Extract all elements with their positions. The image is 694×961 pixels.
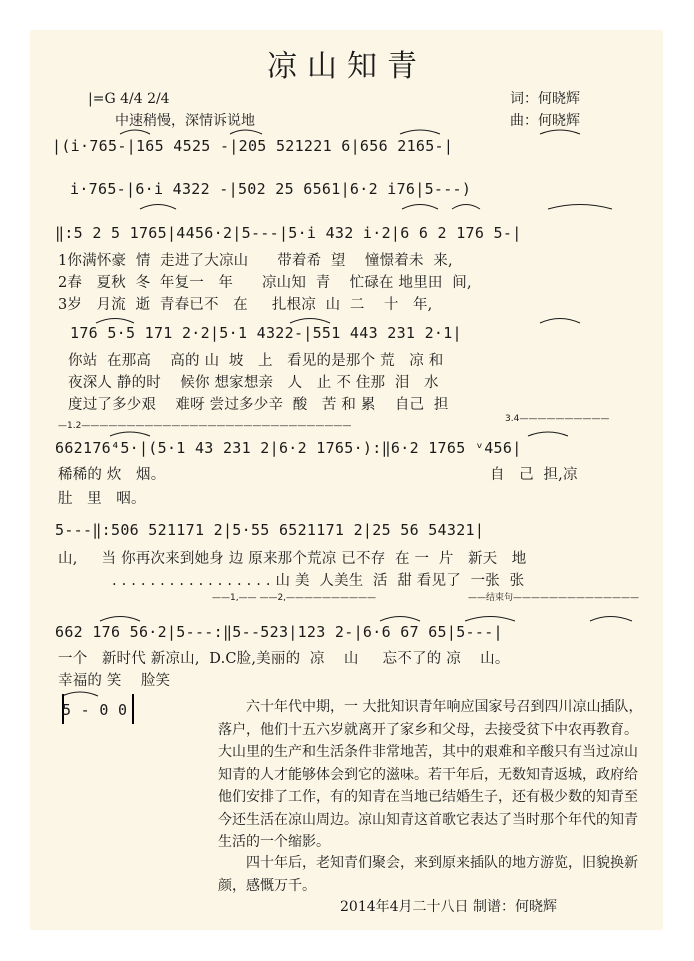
- notation-row-5: 662176⁴5·|(5·1 43 231 2|6·2 1765·):‖6·2 1765 ᵛ456|: [55, 439, 522, 457]
- slur: [548, 205, 612, 210]
- volta-1-2: —1.2——————————————————————————————: [58, 421, 352, 431]
- lyric-verse-1c-right: 自 己 担,凉: [490, 467, 578, 483]
- slur: [540, 319, 580, 324]
- slur: [590, 617, 632, 622]
- slur: [452, 205, 480, 210]
- lyric-verse-2e: 幸福的 笑 脸笑: [58, 673, 171, 689]
- lyric-verse-3a: 3岁 月流 逝 青春已不 在 扎根凉 山 二 十 年,: [58, 297, 433, 313]
- slur: [96, 319, 134, 324]
- lyric-verse-2d: . . . . . . . . . . . . . . . . . 山 美 人美生 活 甜 看见了 一张 张: [112, 573, 525, 589]
- notation-row-6: 5---‖:506 521171 2|5·55 6521171 2|25 56 54321|: [55, 521, 485, 539]
- lyric-verse-1d: 山, 当 你再次来到她身 边 原来那个荒凉 已不存 在 一 片 新天 地: [58, 551, 527, 567]
- background-notes-paragraph-2: 四十年后，老知青们聚会，来到原来插队的地方游览，旧貌换新颜，感慨万千。: [218, 855, 638, 894]
- volta-3-4: 3.4——————————: [505, 414, 610, 424]
- slur: [120, 130, 150, 134]
- background-notes-paragraph-1: 六十年代中期，一 大批知识青年响应国家号召到四川凉山插队，落户，他们十五六岁就离开了家乡和父母，去接受贫下中农再教育。大山里的生产和生活条件非常地苦，其中的艰难和辛酸只有当过凉山知青的人才能够体会到它的滋味。若干年后，无数知青返城，政府给他们安排了工作，有的知青在当地已结婚生子，还有极少数的知青至今还生活在凉山周边。凉山知青这首歌它表达了当时那个年代的知青生活的一个缩影。: [218, 699, 643, 850]
- slur: [380, 617, 420, 622]
- lyric-verse-3b: 度过了多少艰 难呀 尝过多少辛 酸 苦 和 累 自己 担: [68, 397, 449, 413]
- lyric-verse-1a: 1你满怀豪 情 走进了大凉山 带着希 望 憧憬着未 来,: [58, 253, 453, 269]
- signature-date: 2014年4月二十八日 制谱：何晓辉: [340, 899, 557, 915]
- notation-row-8: 5 - 0 0: [62, 701, 128, 719]
- song-title: 凉山知青: [267, 49, 427, 84]
- lyric-verse-1c: 稀稀的 炊 烟。: [58, 467, 166, 483]
- key-meter: |=G 4/4 2/4: [88, 91, 170, 107]
- slur: [540, 130, 580, 134]
- lyric-verse-1b: 你站 在那高 高的 山 坡 上 看见的是那个 荒 凉 和: [68, 353, 444, 369]
- lyric-verse-1e: 一个 新时代 新凉山, D.C脸,美丽的 凉 山 忘不了的 凉 山。: [58, 651, 510, 667]
- lyricist: 词：何晓辉: [510, 91, 580, 107]
- slur: [230, 130, 262, 134]
- notation-row-4: 176 5·5 171 2·2|5·1 4322-|551 443 231 2·1|: [70, 324, 462, 342]
- lyric-verse-2b: 夜深人 静的时 候你 想家想亲 人 止 不 住那 泪 水: [68, 375, 439, 391]
- slur: [528, 432, 568, 436]
- slur: [465, 617, 515, 622]
- end-phrase-marker: ——结束句——————————————: [468, 593, 640, 603]
- slur: [400, 130, 440, 134]
- slur: [140, 205, 176, 210]
- tempo-marking: 中速稍慢，深情诉说地: [115, 113, 255, 129]
- notation-row-2: i·765-|6·i 4322 -|502 25 6561|6·2 i76|5---): [70, 180, 472, 198]
- notation-row-1: |(i·765-|165 4525 -|205 521221 6|656 2165-|: [52, 137, 454, 155]
- slur: [402, 205, 438, 210]
- volta-1-2-second: ——1,—— ——2,——————————: [212, 593, 377, 603]
- lyric-verse-2c: 肚 里 咽。: [58, 491, 146, 507]
- slur: [100, 617, 140, 622]
- lyric-verse-2a: 2春 夏秋 冬 年复一 年 凉山知 青 忙碌在 地里田 间,: [58, 275, 472, 291]
- slur: [110, 432, 150, 436]
- notation-row-3: ‖:5 2 5 1765|4456·2|5---|5·i 432 i·2|6 6 2 176 5-|: [55, 224, 522, 242]
- notation-row-7: 662 176 56·2|5---:‖5--523|123 2-|6·6 67 65|5---|: [55, 623, 503, 641]
- slur: [290, 319, 330, 324]
- composer: 曲：何晓辉: [510, 113, 580, 129]
